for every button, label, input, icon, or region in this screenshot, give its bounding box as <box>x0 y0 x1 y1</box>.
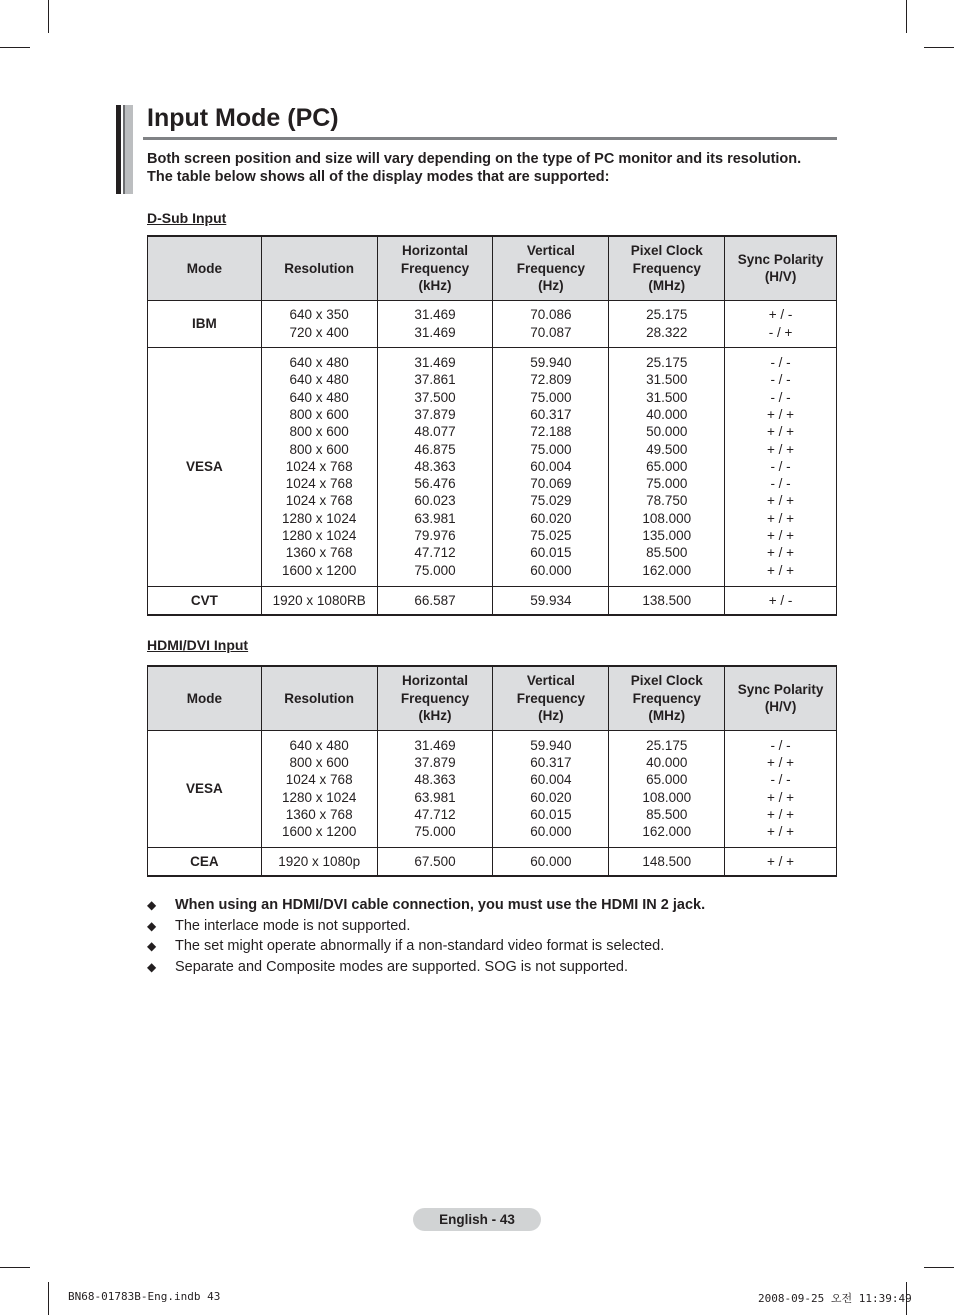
header-sync-polarity: Sync Polarity (H/V) <box>725 666 837 730</box>
cell-line: + / + <box>767 510 795 526</box>
cell-line: - / - <box>770 772 791 788</box>
cell-line: 800 x 600 <box>289 406 349 422</box>
cell-line: 25.175 <box>646 307 688 323</box>
crop-mark <box>48 1282 49 1315</box>
hdmi-mode-table <box>147 665 837 877</box>
cell-line: 1280 x 1024 <box>282 789 357 805</box>
cell-line: 56.476 <box>414 476 456 492</box>
table-header-row <box>148 666 837 730</box>
cell-line: 108.000 <box>642 510 692 526</box>
cell-line: 1024 x 768 <box>285 493 353 509</box>
pixel-clock-cell <box>609 347 725 586</box>
table-header-row <box>148 236 837 300</box>
cell-line: 60.020 <box>530 789 572 805</box>
note-text: Separate and Composite modes are supported. SOG is not supported. <box>175 958 628 975</box>
table-row <box>148 300 837 347</box>
dsub-section-label: D-Sub Input <box>147 210 227 226</box>
cell-line: 75.000 <box>530 441 572 457</box>
notes-list <box>147 895 705 977</box>
cell-line: 25.175 <box>646 355 688 371</box>
note-text: The set might operate abnormally if a non-standard video format is selected. <box>175 938 665 954</box>
title-rule <box>143 137 837 140</box>
cell-line: 65.000 <box>646 458 688 474</box>
mode-cell: CVT <box>148 586 262 615</box>
cell-line: + / + <box>767 528 795 544</box>
cell-line: 37.879 <box>414 754 456 770</box>
sync-polarity-cell <box>725 347 837 586</box>
page-number-badge: English - 43 <box>413 1208 541 1231</box>
cell-line: + / + <box>767 806 795 822</box>
cell-line: - / - <box>770 458 791 474</box>
title-accent-bar <box>116 105 133 194</box>
cell-line: 1024 x 768 <box>285 772 353 788</box>
page-title: Input Mode (PC) <box>147 104 339 132</box>
vertical-frequency-cell <box>493 347 609 586</box>
intro-line-1: Both screen position and size will vary depending on the type of PC monitor and its resolution. <box>147 151 802 167</box>
horizontal-frequency-cell <box>377 730 493 847</box>
cell-line: 60.317 <box>530 754 572 770</box>
vertical-frequency-cell <box>493 586 609 615</box>
header-resolution: Resolution <box>261 666 377 730</box>
intro-text <box>147 150 801 186</box>
cell-line: 60.015 <box>530 806 572 822</box>
cell-line: + / - <box>768 592 793 608</box>
cell-line: 60.015 <box>530 545 572 561</box>
sync-polarity-cell <box>725 847 837 876</box>
header-resolution: Resolution <box>261 236 377 300</box>
hdmi-section-label: HDMI/DVI Input <box>147 637 249 653</box>
cell-line: 60.317 <box>530 406 572 422</box>
note-item <box>147 957 705 978</box>
cell-line: + / + <box>767 824 795 840</box>
cell-line: + / + <box>767 545 795 561</box>
cell-line: - / - <box>770 372 791 388</box>
print-timestamp: 2008-09-25 오전 11:39:49 <box>758 1292 912 1305</box>
pixel-clock-cell <box>609 847 725 876</box>
cell-line: 50.000 <box>646 424 688 440</box>
cell-line: 31.500 <box>646 372 688 388</box>
note-text: When using an HDMI/DVI cable connection, you must use the HDMI IN 2 jack. <box>175 897 706 913</box>
cell-line: 640 x 350 <box>289 307 349 323</box>
cell-line: 1024 x 768 <box>285 476 353 492</box>
header-mode: Mode <box>148 236 262 300</box>
header-horizontal-frequency: Horizontal Frequency (kHz) <box>377 666 493 730</box>
cell-line: 75.025 <box>530 528 572 544</box>
cell-line: 65.000 <box>646 772 688 788</box>
header-horizontal-frequency: Horizontal Frequency (kHz) <box>377 236 493 300</box>
cell-line: 640 x 480 <box>289 355 349 371</box>
cell-line: 37.500 <box>414 389 456 405</box>
bullet-diamond-icon: ◆ <box>147 959 157 974</box>
cell-line: 1280 x 1024 <box>282 510 357 526</box>
resolution-cell <box>261 730 377 847</box>
crop-mark <box>924 47 954 48</box>
cell-line: 162.000 <box>642 562 692 578</box>
cell-line: + / + <box>767 754 795 770</box>
cell-line: 78.750 <box>646 493 688 509</box>
cell-line: 31.469 <box>414 355 456 371</box>
table-row <box>148 586 837 615</box>
cell-line: 28.322 <box>646 324 688 340</box>
resolution-cell <box>261 586 377 615</box>
vertical-frequency-cell <box>493 730 609 847</box>
cell-line: + / + <box>767 853 795 869</box>
horizontal-frequency-cell <box>377 847 493 876</box>
cell-line: 640 x 480 <box>289 737 349 753</box>
cell-line: 72.188 <box>530 424 572 440</box>
cell-line: 1920 x 1080p <box>278 853 361 869</box>
cell-line: 640 x 480 <box>289 372 349 388</box>
header-vertical-frequency: Vertical Frequency (Hz) <box>493 666 609 730</box>
cell-line: 49.500 <box>646 441 688 457</box>
sync-polarity-cell <box>725 586 837 615</box>
cell-line: 1024 x 768 <box>285 458 353 474</box>
cell-line: 67.500 <box>414 853 456 869</box>
horizontal-frequency-cell <box>377 586 493 615</box>
cell-line: 60.004 <box>530 458 572 474</box>
note-item <box>147 936 705 957</box>
cell-line: 31.469 <box>414 324 456 340</box>
cell-line: - / - <box>770 737 791 753</box>
cell-line: 1600 x 1200 <box>282 824 357 840</box>
vertical-frequency-cell <box>493 300 609 347</box>
cell-line: 47.712 <box>414 806 456 822</box>
cell-line: 31.469 <box>414 307 456 323</box>
cell-line: - / - <box>770 355 791 371</box>
cell-line: + / + <box>767 406 795 422</box>
crop-mark <box>0 47 30 48</box>
table-row <box>148 730 837 847</box>
cell-line: 1360 x 768 <box>285 806 353 822</box>
cell-line: 135.000 <box>642 528 692 544</box>
note-text: The interlace mode is not supported. <box>175 917 411 934</box>
mode-cell: IBM <box>148 300 262 347</box>
cell-line: 148.500 <box>642 853 692 869</box>
cell-line: 70.069 <box>530 476 572 492</box>
resolution-cell <box>261 847 377 876</box>
dsub-mode-table <box>147 235 837 616</box>
cell-line: + / + <box>767 441 795 457</box>
cell-line: 37.879 <box>414 406 456 422</box>
cell-line: 1360 x 768 <box>285 545 353 561</box>
horizontal-frequency-cell <box>377 347 493 586</box>
cell-line: + / - <box>768 307 793 323</box>
cell-line: - / + <box>768 324 793 340</box>
table-row <box>148 847 837 876</box>
header-mode: Mode <box>148 666 262 730</box>
cell-line: + / + <box>767 424 795 440</box>
intro-line-2: The table below shows all of the display modes that are supported: <box>147 169 610 185</box>
cell-line: 47.712 <box>414 545 456 561</box>
mode-cell: CEA <box>148 847 262 876</box>
cell-line: 85.500 <box>646 806 688 822</box>
bullet-diamond-icon: ◆ <box>147 939 157 953</box>
cell-line: 72.809 <box>530 372 572 388</box>
cell-line: 31.469 <box>414 737 456 753</box>
cell-line: 37.861 <box>414 372 456 388</box>
cell-line: 46.875 <box>414 441 456 457</box>
cell-line: 70.087 <box>530 324 572 340</box>
resolution-cell <box>261 347 377 586</box>
cell-line: 800 x 600 <box>289 441 349 457</box>
horizontal-frequency-cell <box>377 300 493 347</box>
cell-line: 60.000 <box>530 824 572 840</box>
cell-line: 40.000 <box>646 406 688 422</box>
cell-line: + / + <box>767 562 795 578</box>
cell-line: 48.363 <box>414 772 456 788</box>
cell-line: 75.000 <box>414 562 456 578</box>
note-item <box>147 895 705 916</box>
cell-line: 138.500 <box>642 592 692 608</box>
cell-line: 63.981 <box>414 789 456 805</box>
pixel-clock-cell <box>609 300 725 347</box>
cell-line: 79.976 <box>414 528 456 544</box>
cell-line: 40.000 <box>646 754 688 770</box>
cell-line: 640 x 480 <box>289 389 349 405</box>
cell-line: 60.020 <box>530 510 572 526</box>
cell-line: 1920 x 1080RB <box>272 592 366 608</box>
cell-line: 59.940 <box>530 355 572 371</box>
cell-line: 75.000 <box>530 389 572 405</box>
cell-line: 1280 x 1024 <box>282 528 357 544</box>
cell-line: 66.587 <box>414 592 456 608</box>
cell-line: 720 x 400 <box>289 324 349 340</box>
mode-cell: VESA <box>148 730 262 847</box>
header-vertical-frequency: Vertical Frequency (Hz) <box>493 236 609 300</box>
cell-line: 60.000 <box>530 853 572 869</box>
pixel-clock-cell <box>609 586 725 615</box>
cell-line: 60.023 <box>414 493 456 509</box>
cell-line: 25.175 <box>646 737 688 753</box>
cell-line: + / + <box>767 493 795 509</box>
bullet-diamond-icon: ◆ <box>147 898 157 912</box>
crop-mark <box>924 1267 954 1268</box>
cell-line: 70.086 <box>530 307 572 323</box>
cell-line: 75.029 <box>530 493 572 509</box>
cell-line: 63.981 <box>414 510 456 526</box>
file-info: BN68-01783B-Eng.indb 43 <box>68 1290 221 1303</box>
crop-mark <box>906 0 907 33</box>
cell-line: 59.940 <box>530 737 572 753</box>
vertical-frequency-cell <box>493 847 609 876</box>
crop-mark <box>48 0 49 33</box>
cell-line: 162.000 <box>642 824 692 840</box>
cell-line: 1600 x 1200 <box>282 562 357 578</box>
cell-line: 60.004 <box>530 772 572 788</box>
note-item <box>147 916 705 937</box>
pixel-clock-cell <box>609 730 725 847</box>
cell-line: 800 x 600 <box>289 424 349 440</box>
cell-line: 60.000 <box>530 562 572 578</box>
cell-line: 31.500 <box>646 389 688 405</box>
cell-line: 75.000 <box>414 824 456 840</box>
bullet-diamond-icon: ◆ <box>147 918 157 933</box>
cell-line: 75.000 <box>646 476 688 492</box>
cell-line: - / - <box>770 476 791 492</box>
header-sync-polarity: Sync Polarity (H/V) <box>725 236 837 300</box>
cell-line: 800 x 600 <box>289 754 349 770</box>
cell-line: 85.500 <box>646 545 688 561</box>
cell-line: + / + <box>767 789 795 805</box>
header-pixel-clock: Pixel Clock Frequency (MHz) <box>609 666 725 730</box>
table-row <box>148 347 837 586</box>
crop-mark <box>0 1267 30 1268</box>
cell-line: - / - <box>770 389 791 405</box>
cell-line: 108.000 <box>642 789 692 805</box>
mode-cell: VESA <box>148 347 262 586</box>
sync-polarity-cell <box>725 300 837 347</box>
cell-line: 48.077 <box>414 424 456 440</box>
cell-line: 48.363 <box>414 458 456 474</box>
header-pixel-clock: Pixel Clock Frequency (MHz) <box>609 236 725 300</box>
resolution-cell <box>261 300 377 347</box>
cell-line: 59.934 <box>530 592 572 608</box>
sync-polarity-cell <box>725 730 837 847</box>
